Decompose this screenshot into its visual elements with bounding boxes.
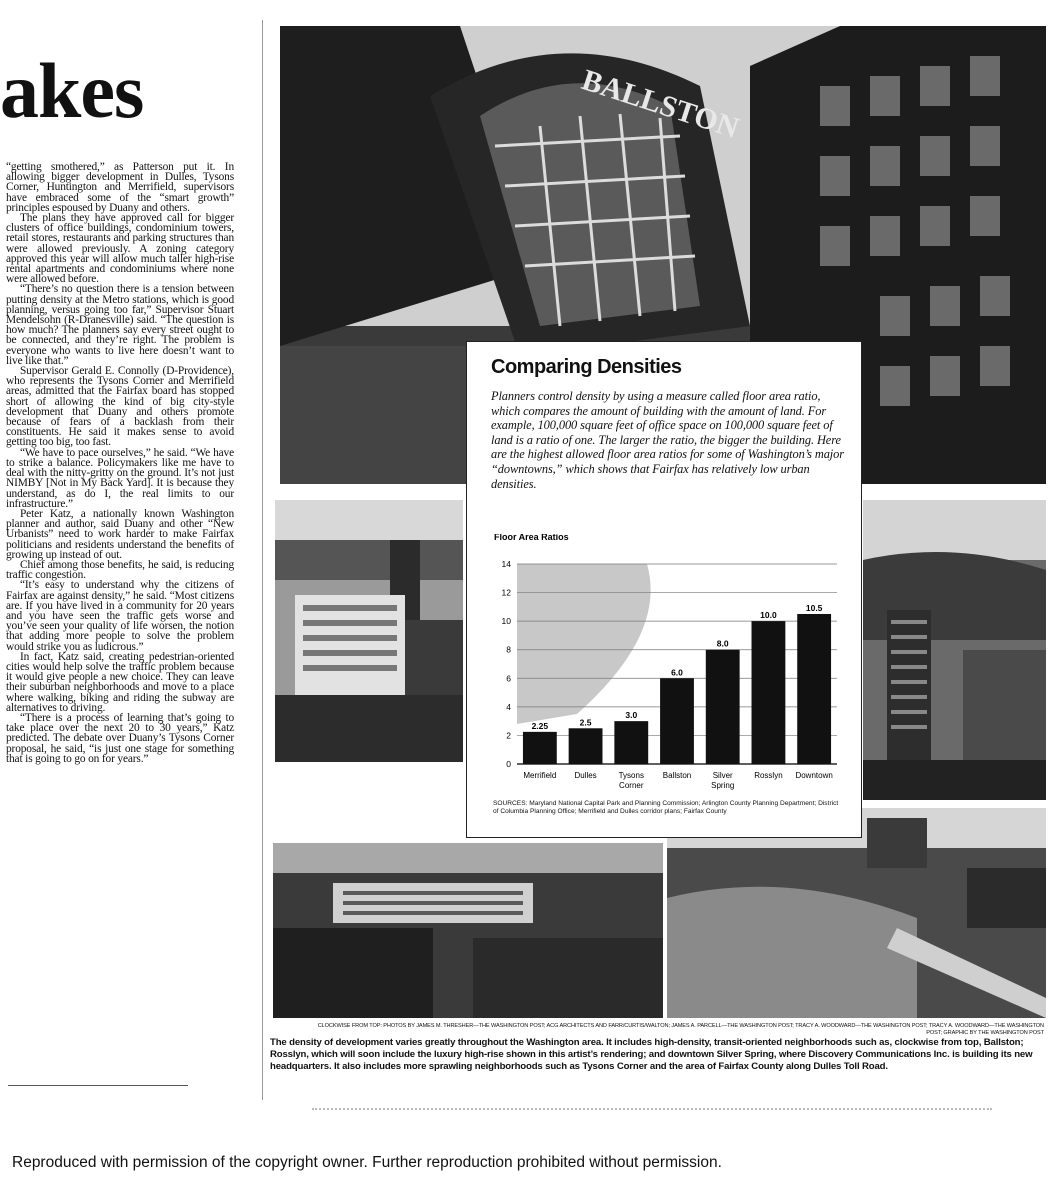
chart-y-tick-label: 6 [506,673,511,684]
article-paragraph: “getting smothered,” as Patterson put it. In allowing bigger development in Dulles, Tysons Corner, Huntington and Merrifield, supervisors have embraced some of the “smart growth” principles espoused by Duany and others. [6,161,234,214]
article-paragraph: “We have to pace ourselves,” he said. “We have to strike a balance. Policymakers like me have to deal with the nitty-gritty on the ground. It’s not just NIMBY [Not in My Back Yard]. It is because they understand, as do I, the real limits to our infrastructure.” [6,446,234,510]
chart-category-label: Silver Spring [711,771,735,790]
chart-bar [752,621,786,764]
chart-sources: SOURCES: Maryland National Capital Park and Planning Commission; Arlington County Planning Department; District of Columbia Planning Office; Merrifield and Dulles corridor plans; Fairfax County [493,800,839,815]
chart-svg [487,534,847,794]
column-divider [262,20,263,1100]
silver-spring-photo-art [667,808,1046,1018]
chart-bar [569,728,603,764]
chart-category-label: Tysons Corner [618,771,644,790]
silver-spring-photo [667,808,1046,1018]
scan-noise-line [312,1108,992,1110]
photo-caption: The density of development varies greatly throughout the Washington area. It includes high-density, transit-oriented neighborhoods such as, clockwise from top, Ballston; Rosslyn, which will soon include the luxury high-rise shown in this artist’s rendering; and downtown Silver Spring, where Discovery Communications Inc. is building its new headquarters. It also includes more sprawling neighborhoods such as Tysons Corner and the area of Fairfax County along Dulles Toll Road. [270,1037,1033,1073]
photo-credits: CLOCKWISE FROM TOP: PHOTOS BY JAMES M. THRESHER—THE WASHINGTON POST; ACG ARCHITECTS AND FARR/CURTIS/WALTON; JAMES A. PARCELL—THE WASHINGTON POST; TRACY A. WOODWARD—THE WASHINGTON POST; TRACY A. WOODWARD—THE WASHINGTON POST; GRAPHIC BY THE WASHINGTON POST [317,1023,1044,1036]
box-title: Comparing Densities [491,356,682,378]
dulles-photo [273,843,663,1018]
dulles-photo-art [273,843,663,1018]
chart-category-label: Ballston [662,771,692,780]
chart-y-tick-label: 14 [501,559,511,569]
box-intro-text: Planners control density by using a measure called floor area ratio, which compares the amount of building with the amount of land. For example, 100,000 square feet of office space on 100,000 square feet of land is a ratio of one. The larger the ratio, the bigger the building. Here are the highest allowed floor area ratios for some of Washington’s major “downtowns,” which shows that Fairfax has relatively low urban densities. [491,389,844,491]
article-paragraph: The plans they have approved call for bigger clusters of office buildings, condominium towers, retail stores, restaurants and parking structures than were allowed previously. A zoning category approved this year will allow much taller high-rise rental apartments and condominiums where none were allowed before. [6,212,234,286]
chart-value-label: 10.5 [805,603,823,613]
chart-value-label: 10.0 [760,610,777,621]
article-paragraph: “There’s no question there is a tension between putting density at the Metro stations, which is good planning, versus going too far,” Supervisor Stuart Mendelsohn (R-Dranesville) said. “The question is how much? The planners say every street ought to be connected, and they’re right. The problem is everyone who wants to live here doesn’t want to live like that.” [6,283,234,367]
tysons-photo [275,500,463,762]
photo-sign-text: BALLSTON [577,63,743,145]
chart-bar [660,678,694,764]
chart-y-tick-label: 12 [501,587,511,598]
article-paragraph: Chief among those benefits, he said, is reducing traffic congestion. [6,558,234,582]
article-paragraph: “It’s easy to understand why the citizens of Fairfax are against density,” he said. “Most citizens are. If you have lived in a community for 20 years and you have seen the traffic gets worse and you’ve seen your quality of life worsen, the notion that adding more people to solve the problem would strike you as ludicrous.” [6,579,234,653]
article-paragraph: “There is a process of learning that’s going to take place over the next 20 to 30 years,” Katz predicted. The debate over Duany’s Tysons Corner proposal, he said, “is just one stage for something that is going to go on for years.” [6,711,234,765]
article-paragraph: Peter Katz, a nationally known Washington planner and author, said Duany and other “New Urbanists” need to work harder to make Fairfax politicians and residents understand the benefits of growing up instead of out. [6,507,234,561]
chart-bar [614,721,648,764]
chart-bar [523,732,557,764]
chart-value-label: 3.0 [625,710,638,721]
copyright-notice: Reproduced with permission of the copyright owner. Further reproduction prohibited without permission. [12,1154,722,1171]
chart-category-label: Merrifield [523,771,557,780]
chart-y-tick-label: 2 [506,730,511,741]
chart-category-label: Rosslyn [754,771,783,780]
chart-y-tick-label: 4 [506,701,511,712]
tysons-photo-art [275,500,463,762]
headline: akes [0,47,144,134]
chart-y-tick-label: 0 [506,759,511,769]
rosslyn-photo [863,500,1046,800]
comparing-densities-box [466,341,862,838]
article-body [6,162,234,764]
chart-value-label: 6.0 [671,667,683,678]
chart-title: Floor Area Ratios [494,534,569,542]
article-paragraph: In fact, Katz said, creating pedestrian-oriented cities would help solve the traffic problem because it would give people a new choice. They can leave their suburban neighborhoods and move to a place where walking, biking and riding the subway are alternatives to driving. [6,650,234,714]
rosslyn-photo-art [863,500,1046,800]
chart-y-tick-label: 8 [506,644,511,655]
chart-background-texture [517,564,651,724]
floor-area-ratio-chart [487,534,847,794]
article-end-rule [8,1085,188,1086]
chart-category-label: Downtown [795,771,833,780]
chart-category-label: Dulles [574,771,597,780]
chart-value-label: 2.5 [579,717,592,728]
chart-bar [797,614,831,764]
chart-value-label: 8.0 [716,638,729,649]
article-paragraph: Supervisor Gerald E. Connolly (D-Providence), who represents the Tysons Corner and Merrifield areas, admitted that the Fairfax board has stopped short of allowing the kind of big city-style development that Duany and others promote because of fears of a backlash from their constituents. He said it makes sense to avoid getting too big, too fast. [6,365,234,449]
chart-y-tick-label: 10 [501,616,511,627]
chart-bar [706,650,740,764]
chart-value-label: 2.25 [531,720,549,731]
